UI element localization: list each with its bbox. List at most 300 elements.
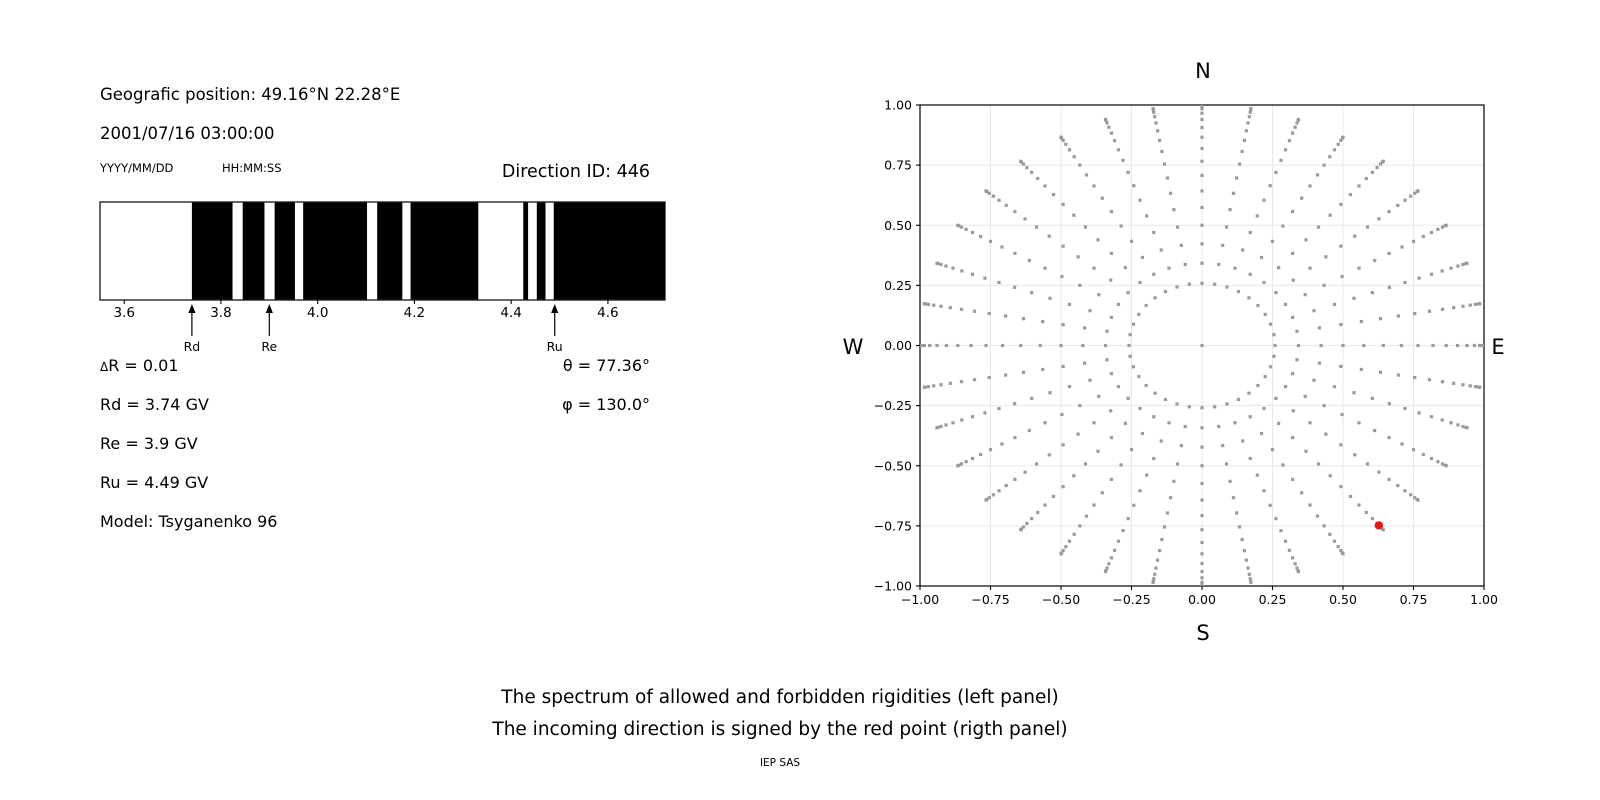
direction-dot xyxy=(1281,224,1284,227)
direction-dot xyxy=(1308,267,1311,270)
direction-dot xyxy=(1138,489,1141,492)
direction-dot xyxy=(1339,443,1342,446)
barcode-bars xyxy=(192,203,665,300)
direction-dot xyxy=(1052,193,1055,196)
direction-dot xyxy=(1396,204,1399,207)
direction-dot xyxy=(1456,344,1459,347)
direction-dot xyxy=(1151,581,1154,584)
allowed-interval-bar xyxy=(243,203,265,300)
direction-dot xyxy=(1245,129,1248,132)
direction-dot xyxy=(1225,462,1228,465)
caption-line-2: The incoming direction is signed by the red point (rigth panel) xyxy=(492,719,1068,740)
direction-dot xyxy=(932,384,935,387)
direction-dot xyxy=(1412,448,1415,451)
direction-dot xyxy=(1013,478,1016,481)
direction-dot xyxy=(1333,303,1336,306)
direction-dot xyxy=(1052,495,1055,498)
direction-dot xyxy=(927,385,930,388)
direction-dot xyxy=(1138,407,1141,410)
direction-dot xyxy=(1096,238,1099,241)
direction-dot xyxy=(1141,432,1144,435)
direction-dot xyxy=(1036,511,1039,514)
direction-dot xyxy=(1068,303,1071,306)
direction-dot xyxy=(1233,421,1236,424)
direction-dot xyxy=(1292,409,1295,412)
allowed-interval-bar xyxy=(554,203,665,300)
direction-dot xyxy=(945,344,948,347)
direction-dot xyxy=(1445,344,1448,347)
direction-dot xyxy=(1238,525,1241,528)
x-tick-label: 0.75 xyxy=(1399,592,1428,607)
direction-dot xyxy=(1469,304,1472,307)
compass-south-label: S xyxy=(1196,621,1210,645)
direction-map-axes xyxy=(874,98,1498,608)
direction-dot xyxy=(979,453,982,456)
direction-dot xyxy=(923,344,926,347)
direction-dot xyxy=(1019,344,1022,347)
direction-dot xyxy=(1154,121,1157,124)
direction-dot xyxy=(1339,323,1342,326)
direction-dot xyxy=(1308,184,1311,187)
direction-dot xyxy=(1272,333,1275,336)
direction-dot xyxy=(1337,143,1340,146)
direction-dot xyxy=(1041,320,1044,323)
direction-dot xyxy=(927,303,930,306)
direction-dot xyxy=(1200,576,1203,579)
direction-dot xyxy=(1117,148,1120,151)
delta-symbol: Δ xyxy=(100,360,109,374)
delta-r-value: R = 0.01 xyxy=(108,356,179,375)
direction-dot xyxy=(1117,303,1120,306)
direction-dot xyxy=(1124,266,1127,269)
direction-dot xyxy=(949,306,952,309)
direction-dot xyxy=(1213,283,1216,286)
direction-dot xyxy=(1441,418,1444,421)
direction-dot xyxy=(1262,199,1265,202)
direction-dot xyxy=(1249,273,1252,276)
direction-dot xyxy=(1341,344,1344,347)
direction-dot xyxy=(1431,344,1434,347)
direction-dot xyxy=(1221,444,1224,447)
direction-dot xyxy=(1048,235,1051,238)
direction-dot xyxy=(1001,344,1004,347)
direction-dot xyxy=(949,382,952,385)
direction-dot xyxy=(1249,457,1252,460)
direction-dot xyxy=(1246,566,1249,569)
direction-dot xyxy=(1478,386,1481,389)
direction-dot xyxy=(1456,423,1459,426)
direction-dot xyxy=(1382,160,1385,163)
direction-dot xyxy=(1030,291,1033,294)
direction-dot xyxy=(1117,385,1120,388)
direction-dot xyxy=(997,489,1000,492)
direction-dot xyxy=(1461,263,1464,266)
direction-dot xyxy=(1333,385,1336,388)
cutoff-arrow-head xyxy=(266,304,273,313)
direction-dot xyxy=(1388,286,1391,289)
direction-dot xyxy=(1445,224,1448,227)
direction-dot xyxy=(1400,344,1403,347)
direction-dot xyxy=(1127,344,1130,347)
direction-dot xyxy=(1365,511,1368,514)
direction-dot xyxy=(971,457,974,460)
direction-dot xyxy=(1422,235,1425,238)
direction-dot xyxy=(1318,362,1321,365)
direction-dot xyxy=(1141,256,1144,259)
direction-dot xyxy=(1025,166,1028,169)
direction-dot xyxy=(1357,421,1360,424)
direction-dot xyxy=(1397,314,1400,317)
direction-dot xyxy=(1153,573,1156,576)
direction-dot xyxy=(1104,118,1107,121)
direction-dot xyxy=(1284,385,1287,388)
direction-dot xyxy=(1019,528,1022,531)
direction-dot xyxy=(1132,504,1135,507)
direction-dot xyxy=(984,498,987,501)
y-tick-label: −0.50 xyxy=(873,458,912,474)
direction-dot xyxy=(1225,285,1228,288)
direction-dot xyxy=(1160,248,1163,251)
direction-dot xyxy=(1013,402,1016,405)
direction-dot xyxy=(1452,382,1455,385)
direction-dot xyxy=(1184,263,1187,266)
direction-dot xyxy=(1428,378,1431,381)
direction-dot xyxy=(1200,126,1203,129)
allowed-interval-bar xyxy=(523,203,528,300)
direction-dot xyxy=(992,493,995,496)
direction-dot xyxy=(1200,262,1203,265)
direction-dot xyxy=(1333,148,1336,151)
rigidity-spectrum-plot xyxy=(100,202,665,354)
direction-dot xyxy=(1101,197,1104,200)
direction-dot xyxy=(1013,436,1016,439)
allowed-interval-bar xyxy=(275,203,295,300)
direction-dot xyxy=(1294,126,1297,129)
caption-line-1: The spectrum of allowed and forbidden rigidities (left panel) xyxy=(501,687,1059,708)
direction-dot xyxy=(1371,171,1374,174)
direction-dot xyxy=(1163,162,1166,165)
direction-dot xyxy=(939,305,942,308)
direction-dot xyxy=(1349,495,1352,498)
direction-dot xyxy=(932,304,935,307)
direction-dot xyxy=(1083,326,1086,329)
direction-dot xyxy=(1246,121,1249,124)
direction-dot xyxy=(1417,277,1420,280)
direction-dot xyxy=(1292,279,1295,282)
datetime-text: 2001/07/16 03:00:00 xyxy=(100,124,275,143)
direction-dot xyxy=(1030,171,1033,174)
direction-dot xyxy=(1172,208,1175,211)
direction-dot xyxy=(1092,184,1095,187)
direction-dot xyxy=(1241,439,1244,442)
direction-dot xyxy=(1308,421,1311,424)
direction-dot xyxy=(1291,436,1294,439)
direction-dot xyxy=(973,310,976,313)
direction-dot xyxy=(1000,442,1003,445)
direction-dot xyxy=(1235,176,1238,179)
direction-dot xyxy=(1465,426,1468,429)
direction-dot xyxy=(1200,103,1203,106)
cutoff-arrow-label: Ru xyxy=(546,339,563,354)
direction-dot xyxy=(1274,171,1277,174)
direction-dot xyxy=(1109,279,1112,282)
direction-dot xyxy=(1137,375,1140,378)
direction-dot xyxy=(1084,462,1087,465)
direction-dot xyxy=(1062,323,1065,326)
direction-dot xyxy=(979,235,982,238)
direction-dot xyxy=(1110,316,1113,319)
direction-dot xyxy=(1113,549,1116,552)
direction-dot xyxy=(1247,296,1250,299)
direction-dot xyxy=(1145,474,1148,477)
direction-dot xyxy=(1323,164,1326,167)
direction-dot xyxy=(983,277,986,280)
rd-text: Rd = 3.74 GV xyxy=(100,395,209,414)
allowed-interval-bar xyxy=(377,203,402,300)
direction-dot xyxy=(960,418,963,421)
direction-dot xyxy=(1156,559,1159,562)
spectrum-x-axis xyxy=(113,300,618,321)
direction-dot xyxy=(1300,197,1303,200)
phi-text: φ = 130.0° xyxy=(562,395,650,414)
direction-dot xyxy=(1262,489,1265,492)
y-tick-label: −0.25 xyxy=(873,398,912,414)
direction-dot xyxy=(1200,570,1203,573)
direction-dot xyxy=(944,264,947,267)
direction-dot xyxy=(1422,453,1425,456)
direction-dot xyxy=(1132,184,1135,187)
direction-dot xyxy=(1441,308,1444,311)
direction-dot xyxy=(1048,391,1051,394)
direction-dot xyxy=(1474,385,1477,388)
compass-north-label: N xyxy=(1195,59,1211,83)
direction-dot xyxy=(1249,231,1252,234)
direction-dot xyxy=(1441,380,1444,383)
direction-dot xyxy=(1104,570,1107,573)
direction-dot xyxy=(1073,155,1076,158)
direction-dot xyxy=(1200,224,1203,227)
x-tick-label: −0.25 xyxy=(1112,592,1151,607)
direction-dot xyxy=(1387,210,1390,213)
direction-dot xyxy=(1373,429,1376,432)
direction-dot xyxy=(1365,177,1368,180)
direction-dot xyxy=(1221,244,1224,247)
direction-dot xyxy=(1144,304,1147,307)
direction-dot xyxy=(1004,314,1007,317)
direction-dot xyxy=(1400,442,1403,445)
direction-dot xyxy=(1081,344,1084,347)
direction-dot xyxy=(1013,252,1016,255)
direction-dot xyxy=(1109,409,1112,412)
direction-dot xyxy=(1323,524,1326,527)
direction-dot xyxy=(973,378,976,381)
direction-dot xyxy=(1188,405,1191,408)
direction-dot xyxy=(1022,371,1025,374)
direction-dot xyxy=(1312,379,1315,382)
direction-dot xyxy=(1452,306,1455,309)
direction-dot xyxy=(1129,355,1132,358)
direction-dot xyxy=(1153,115,1156,118)
direction-dot xyxy=(1200,464,1203,467)
direction-dot xyxy=(956,344,959,347)
direction-dot xyxy=(1473,344,1476,347)
cutoff-arrow-label: Rd xyxy=(183,339,201,354)
direction-dot xyxy=(1110,372,1113,375)
direction-dot xyxy=(1169,496,1172,499)
direction-dot xyxy=(1277,422,1280,425)
direction-dot xyxy=(1269,365,1272,368)
direction-dot xyxy=(997,407,1000,410)
allowed-interval-bar xyxy=(537,203,546,300)
direction-dot xyxy=(1387,436,1390,439)
direction-dot xyxy=(1200,344,1203,347)
direction-dot xyxy=(1416,498,1419,501)
direction-dot xyxy=(1060,413,1063,416)
direction-dot xyxy=(1200,174,1203,177)
direction-dot xyxy=(1023,471,1026,474)
direction-dot xyxy=(1241,150,1244,153)
direction-dot xyxy=(1121,529,1124,532)
direction-dot xyxy=(1030,397,1033,400)
direction-dot xyxy=(1377,217,1380,220)
direction-dot xyxy=(1238,162,1241,165)
direction-dot xyxy=(1341,552,1344,555)
geographic-position-text: Geografic position: 49.16°N 22.28°E xyxy=(100,85,401,104)
direction-dot xyxy=(1132,365,1135,368)
direction-dot xyxy=(1013,286,1016,289)
direction-dot xyxy=(1160,538,1163,541)
direction-dot xyxy=(1243,139,1246,142)
direction-dot xyxy=(1072,214,1075,217)
direction-dot xyxy=(1035,462,1038,465)
direction-dot xyxy=(1078,404,1081,407)
direction-dot xyxy=(1373,259,1376,262)
direction-dot xyxy=(1028,429,1031,432)
direction-dot xyxy=(984,344,987,347)
direction-dot xyxy=(1176,462,1179,465)
spectrum-tick-label: 3.8 xyxy=(210,305,232,321)
direction-dot xyxy=(1153,296,1156,299)
y-tick-label: 0.25 xyxy=(884,277,912,293)
y-tick-label: 0.00 xyxy=(884,338,912,353)
direction-dot xyxy=(1387,252,1390,255)
direction-dot xyxy=(1329,474,1332,477)
direction-dot xyxy=(997,199,1000,202)
direction-dot xyxy=(1200,189,1203,192)
direction-dot xyxy=(988,376,991,379)
direction-dot xyxy=(1163,525,1166,528)
direction-dot xyxy=(1413,376,1416,379)
direction-dot xyxy=(983,411,986,414)
direction-dot xyxy=(1073,533,1076,536)
direction-dot xyxy=(1105,330,1108,333)
direction-dot xyxy=(1273,344,1276,347)
direction-dot xyxy=(960,269,963,272)
direction-dot xyxy=(1022,317,1025,320)
direction-dot xyxy=(1200,541,1203,544)
direction-dot xyxy=(1340,275,1343,278)
direction-dot xyxy=(1339,245,1342,248)
direction-dot xyxy=(1036,177,1039,180)
direction-dot xyxy=(1295,330,1298,333)
direction-dot xyxy=(1397,373,1400,376)
direction-dot xyxy=(1304,238,1307,241)
direction-dot xyxy=(1291,478,1294,481)
direction-dot xyxy=(1088,309,1091,312)
y-tick-label: 0.75 xyxy=(884,157,912,173)
direction-dot xyxy=(1297,344,1300,347)
direction-dot xyxy=(1200,118,1203,121)
direction-dot xyxy=(1028,259,1031,262)
direction-dot xyxy=(1379,317,1382,320)
direction-dot xyxy=(1072,474,1075,477)
direction-dot xyxy=(1461,383,1464,386)
direction-dot xyxy=(1366,225,1369,228)
direction-dot xyxy=(1213,405,1216,408)
direction-dot xyxy=(1430,457,1433,460)
direction-dot xyxy=(1317,225,1320,228)
direction-dot xyxy=(1328,155,1331,158)
direction-dot xyxy=(1130,240,1133,243)
direction-dot xyxy=(1256,384,1259,387)
date-format-hint: YYYY/MM/DD xyxy=(100,161,174,175)
direction-dot xyxy=(1465,344,1468,347)
direction-dot xyxy=(969,344,972,347)
direction-dot xyxy=(1304,395,1307,398)
direction-dot xyxy=(1304,293,1307,296)
direction-dot xyxy=(1403,407,1406,410)
direction-dot xyxy=(1200,552,1203,555)
cutoff-arrow-head xyxy=(188,304,195,313)
direction-dot xyxy=(1200,581,1203,584)
direction-dot xyxy=(1362,344,1365,347)
direction-dot xyxy=(1059,552,1062,555)
direction-dot xyxy=(1152,273,1155,276)
direction-dot xyxy=(1043,267,1046,270)
direction-dot xyxy=(1445,464,1448,467)
direction-dot xyxy=(1064,143,1067,146)
x-tick-label: 1.00 xyxy=(1470,592,1498,607)
direction-dot xyxy=(1043,503,1046,506)
re-text: Re = 3.9 GV xyxy=(100,434,198,453)
direction-dot xyxy=(1158,549,1161,552)
direction-dot xyxy=(1284,540,1287,543)
direction-dot xyxy=(956,464,959,467)
x-tick-label: 0.50 xyxy=(1329,592,1357,607)
direction-dot xyxy=(1403,489,1406,492)
direction-dot xyxy=(971,415,974,418)
direction-dot xyxy=(1271,240,1274,243)
direction-dot xyxy=(1465,262,1468,265)
direction-dot xyxy=(1304,450,1307,453)
direction-dot xyxy=(1262,281,1265,284)
direction-dot xyxy=(1156,129,1159,132)
direction-dot xyxy=(1127,517,1130,520)
direction-dot xyxy=(1175,285,1178,288)
direction-dot xyxy=(1138,199,1141,202)
direction-dot xyxy=(1375,166,1378,169)
direction-dot xyxy=(1382,344,1385,347)
direction-dot xyxy=(1092,421,1095,424)
direction-dot xyxy=(1225,225,1228,228)
direction-dot xyxy=(1110,436,1113,439)
spectrum-tick-label: 4.2 xyxy=(403,305,426,321)
direction-dot xyxy=(1200,562,1203,565)
direction-dot xyxy=(1416,189,1419,192)
direction-dot xyxy=(1068,540,1071,543)
direction-dot xyxy=(1409,493,1412,496)
direction-dot xyxy=(960,225,963,228)
